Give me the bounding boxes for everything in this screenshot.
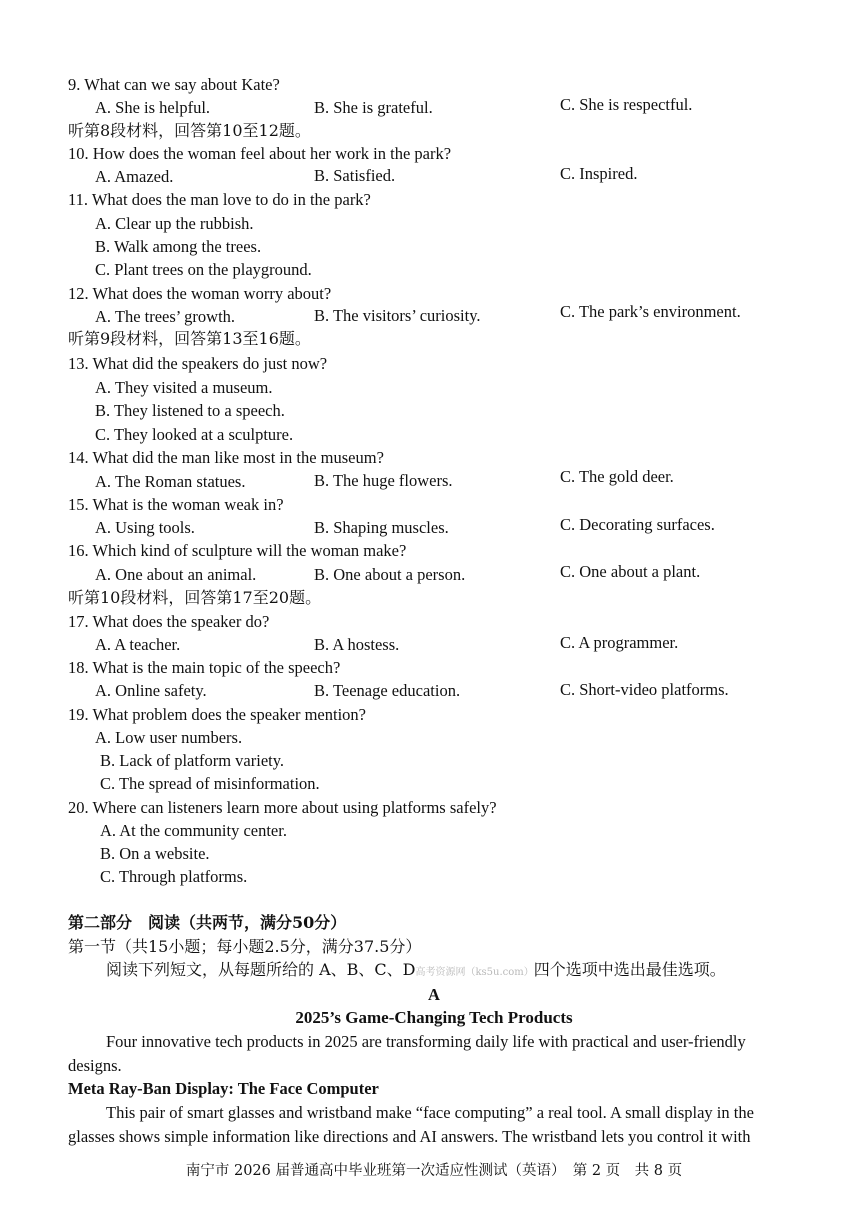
question-10-option-b: B. Satisfied. xyxy=(314,166,396,185)
question-14-option-a: A. The Roman statues. xyxy=(95,472,246,491)
question-10-option-a: A. Amazed. xyxy=(95,167,174,186)
question-18-stem: 18. What is the main topic of the speech? xyxy=(68,658,341,677)
question-20-option-a: A. At the community center. xyxy=(100,821,287,840)
question-9-stem: 9. What can we say about Kate? xyxy=(68,75,280,94)
question-13-option-a: A. They visited a museum. xyxy=(95,378,273,397)
question-12-option-a: A. The trees’ growth. xyxy=(95,307,236,326)
question-13-option-b: B. They listened to a speech. xyxy=(95,401,285,420)
question-10-option-c: C. Inspired. xyxy=(560,164,638,183)
question-19-option-b: B. Lack of platform variety. xyxy=(100,751,285,770)
question-13-option-c: C. They looked at a sculpture. xyxy=(95,425,294,444)
question-11-option-b: B. Walk among the trees. xyxy=(95,237,262,256)
instruction-section-10: 听第10段材料，回答第17至20题。 xyxy=(68,588,322,607)
instruction-section-9: 听第9段材料，回答第13至16题。 xyxy=(68,329,311,348)
page-footer: 南宁市 2026 届普通高中毕业班第一次适应性测试（英语） 第 2 页 共 8 页 xyxy=(185,1163,683,1179)
question-16-option-a: A. One about an animal. xyxy=(95,565,257,584)
question-15-option-b: B. Shaping muscles. xyxy=(314,518,449,537)
question-9-option-b: B. She is grateful. xyxy=(314,98,433,117)
passage-letter: A xyxy=(428,985,440,1004)
question-12-option-b: B. The visitors’ curiosity. xyxy=(314,306,481,325)
question-9-option-a: A. She is helpful. xyxy=(95,98,211,117)
question-20-option-c: C. Through platforms. xyxy=(100,867,248,886)
question-20-option-b: B. On a website. xyxy=(100,844,210,863)
question-11-option-c: C. Plant trees on the playground. xyxy=(95,260,312,279)
question-9-option-c: C. She is respectful. xyxy=(560,95,693,114)
product-1-heading: Meta Ray-Ban Display: The Face Computer xyxy=(68,1079,379,1098)
reading-instruction-pre: 阅读下列短文，从每题所给的 A、B、C、D xyxy=(106,960,416,979)
question-12-stem: 12. What does the woman worry about? xyxy=(68,284,332,303)
question-14-option-c: C. The gold deer. xyxy=(560,467,674,486)
question-18-option-b: B. Teenage education. xyxy=(314,681,461,700)
question-11-stem: 11. What does the man love to do in the park? xyxy=(68,190,371,209)
question-17-option-c: C. A programmer. xyxy=(560,633,679,652)
section-one-title: 第一节（共15小题；每小题2.5分，满分37.5分） xyxy=(68,937,422,956)
question-15-stem: 15. What is the woman weak in? xyxy=(68,495,284,514)
question-12-option-c: C. The park’s environment. xyxy=(560,302,741,321)
question-18-option-a: A. Online safety. xyxy=(95,681,207,700)
question-11-option-a: A. Clear up the rubbish. xyxy=(95,214,254,233)
product-1-line-1: This pair of smart glasses and wristband make “face computing” a real tool. A small display in the xyxy=(106,1103,754,1122)
reading-instruction xyxy=(106,958,726,984)
passage-intro-line-1: Four innovative tech products in 2025 are transforming daily life with practical and user-friendly xyxy=(106,1032,746,1051)
product-1-line-2: glasses shows simple information like directions and AI answers. The wristband lets you control it with xyxy=(68,1127,751,1146)
question-20-stem: 20. Where can listeners learn more about using platforms safely? xyxy=(68,798,497,817)
question-18-option-c: C. Short-video platforms. xyxy=(560,680,729,699)
question-14-stem: 14. What did the man like most in the museum? xyxy=(68,448,384,467)
part-two-title: 第二部分 阅读（共两节，满分50分） xyxy=(68,913,347,932)
reading-instruction-post: 四个选项中选出最佳选项。 xyxy=(533,960,726,979)
passage-title: 2025’s Game-Changing Tech Products xyxy=(295,1008,573,1027)
question-19-stem: 19. What problem does the speaker mention? xyxy=(68,705,366,724)
watermark: 高考资源网（ks5u.com） xyxy=(415,967,534,978)
question-16-option-c: C. One about a plant. xyxy=(560,562,701,581)
question-19-option-c: C. The spread of misinformation. xyxy=(100,774,320,793)
question-15-option-a: A. Using tools. xyxy=(95,518,195,537)
question-14-option-b: B. The huge flowers. xyxy=(314,471,453,490)
question-17-option-a: A. A teacher. xyxy=(95,635,181,654)
question-19-option-a: A. Low user numbers. xyxy=(95,728,243,747)
instruction-section-8: 听第8段材料，回答第10至12题。 xyxy=(68,121,311,140)
question-13-stem: 13. What did the speakers do just now? xyxy=(68,354,328,373)
question-17-option-b: B. A hostess. xyxy=(314,635,400,654)
passage-intro-line-2: designs. xyxy=(68,1056,122,1075)
question-16-option-b: B. One about a person. xyxy=(314,565,466,584)
question-10-stem: 10. How does the woman feel about her work in the park? xyxy=(68,144,452,163)
question-15-option-c: C. Decorating surfaces. xyxy=(560,515,715,534)
question-16-stem: 16. Which kind of sculpture will the woman make? xyxy=(68,541,407,560)
question-17-stem: 17. What does the speaker do? xyxy=(68,612,270,631)
